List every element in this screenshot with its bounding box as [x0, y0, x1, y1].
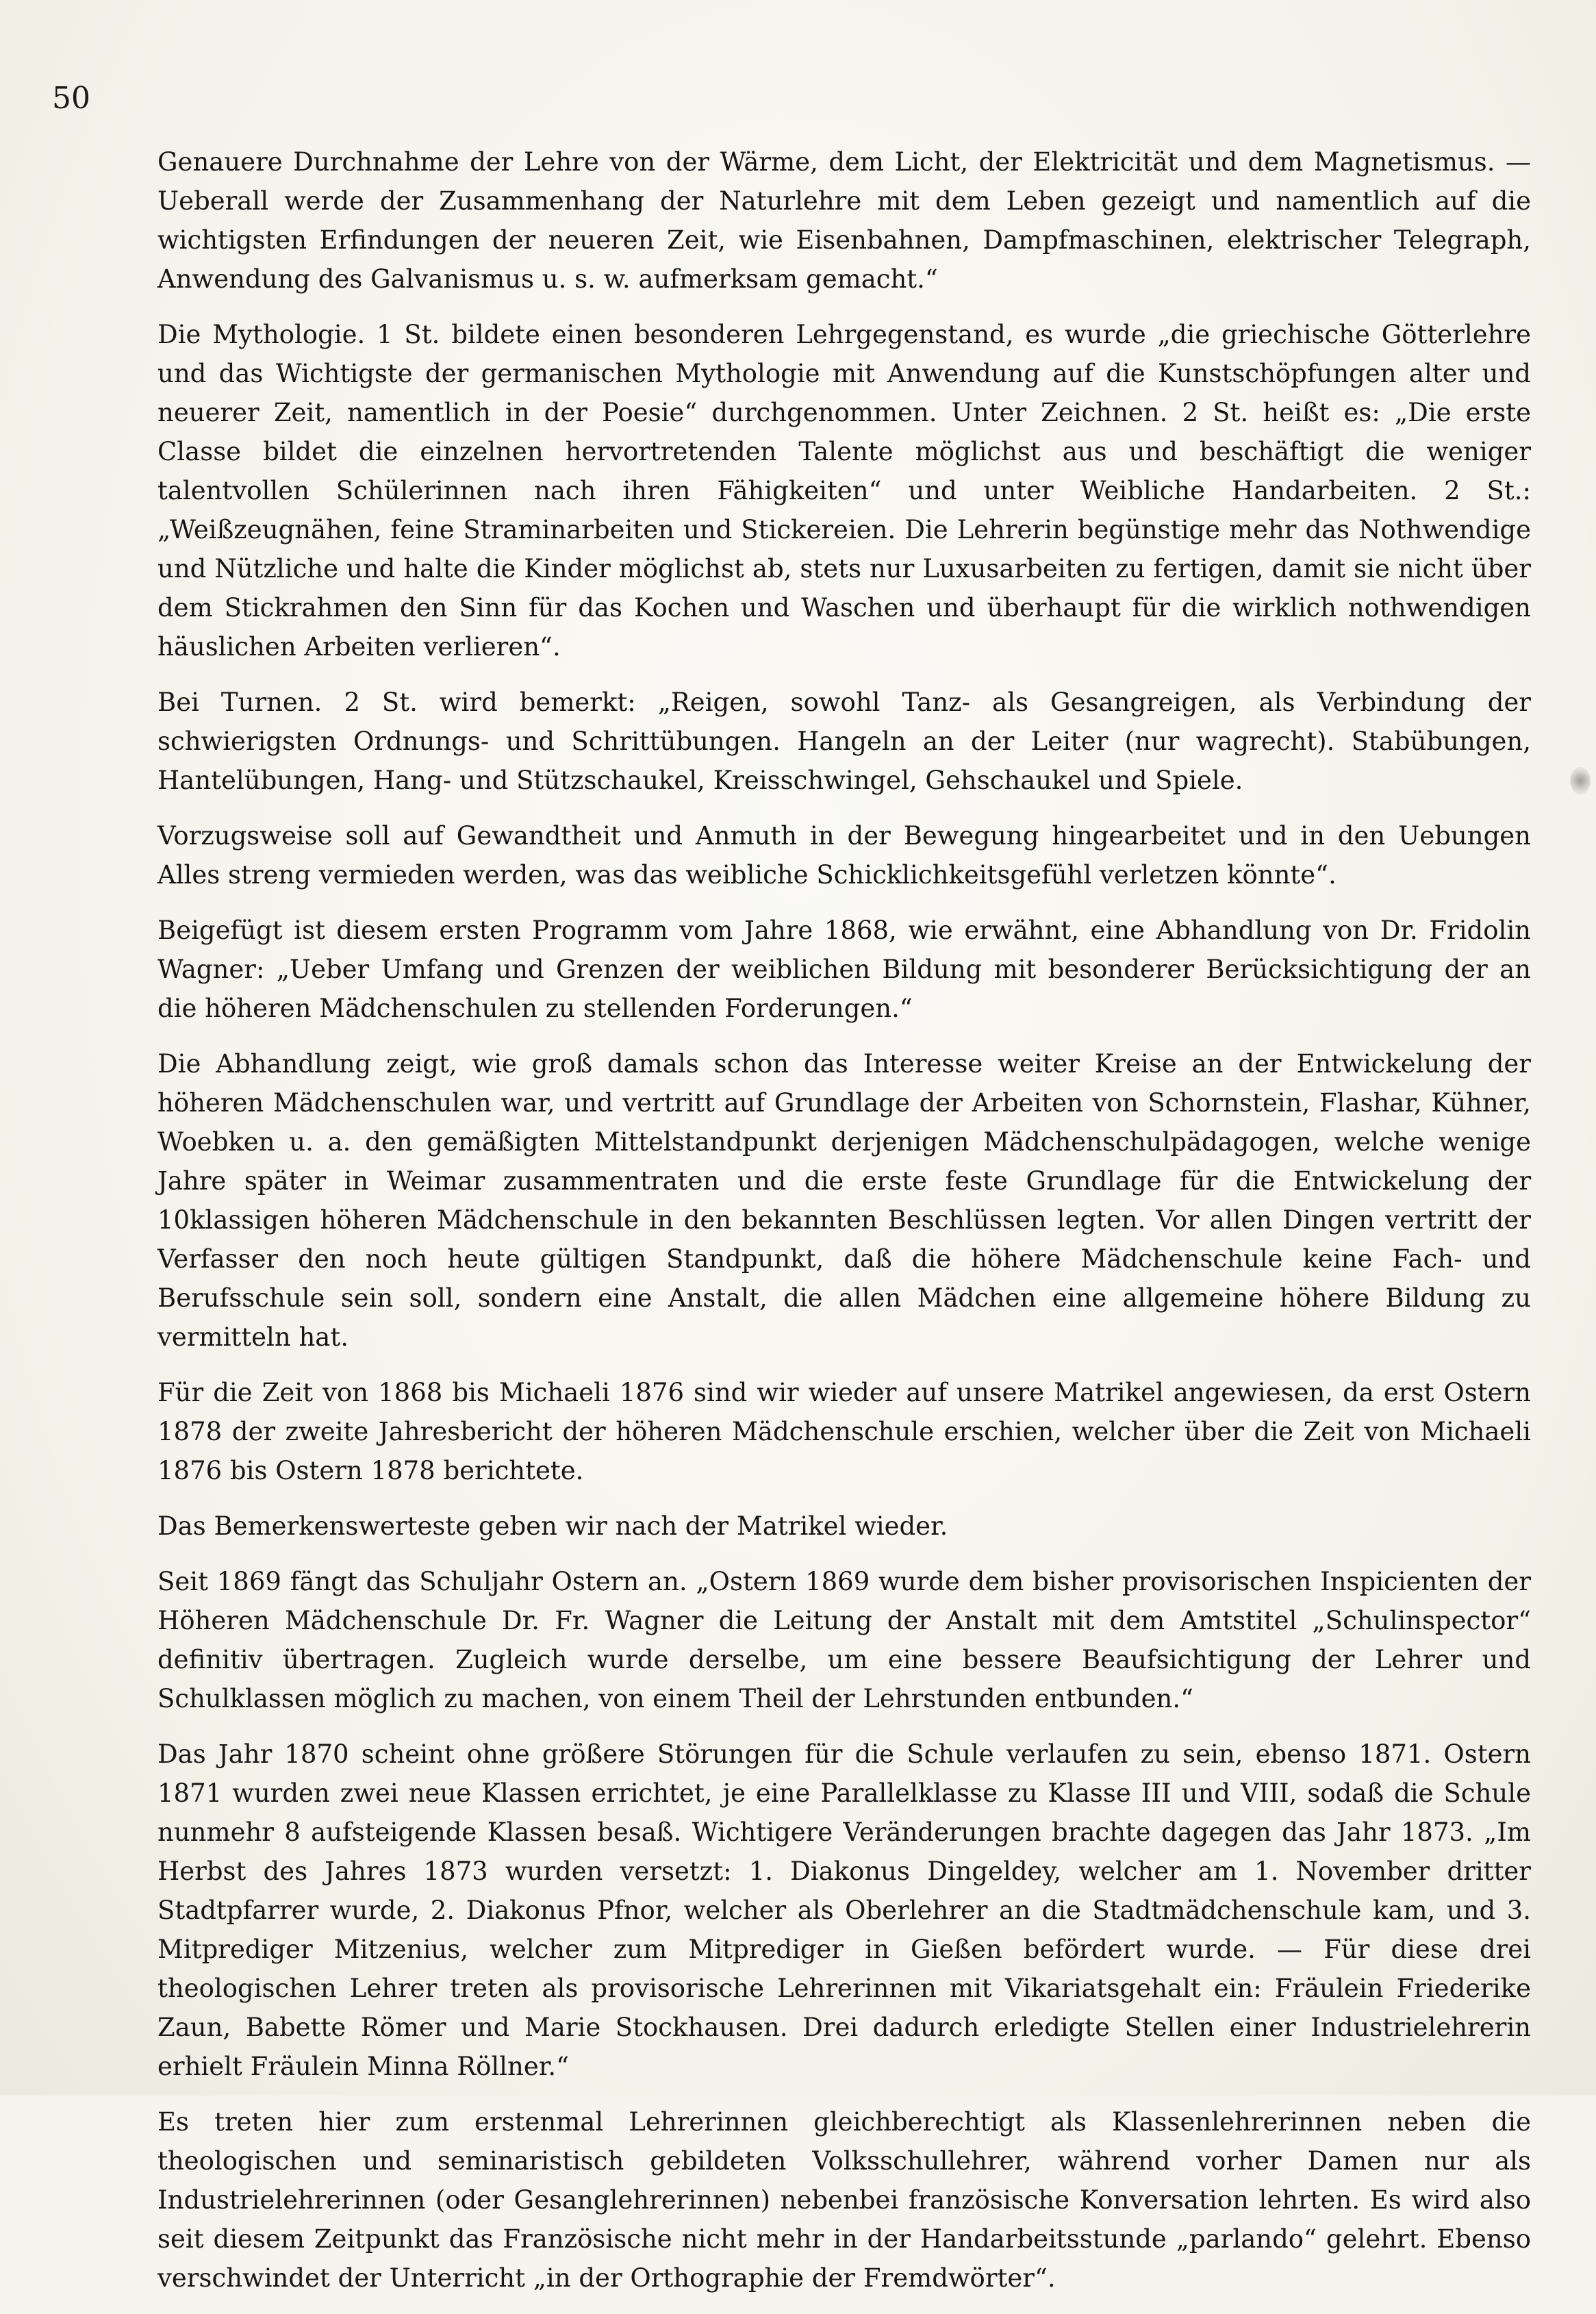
paragraph: Seit 1869 fängt das Schuljahr Ostern an. „Ostern 1869 wurde dem bisher provisorischen Inspicienten der Höheren Mädchenschule Dr. Fr. Wagner die Leitung der Anstalt mit dem Amtstitel „Schulinspector“ definitiv übertragen. Zugleich wurde derselbe, um eine bessere Beaufsichtigung der Lehrer und Schulklassen möglich zu machen, von einem Theil der Lehrstunden entbunden.“ [157, 1567, 1531, 1713]
paragraph: Die Mythologie. 1 St. bildete einen besonderen Lehrgegenstand, es wurde „die griechische Götterlehre und das Wichtigste der germanischen Mythologie mit Anwendung auf die Kunstschöpfungen alter und neuerer Zeit, namentlich in der Poesie“ durchgenommen. Unter Zeichnen. 2 St. heißt es: „Die erste Classe bildet die einzelnen hervortretenden Talente möglichst aus und beschäftigt die weniger talentvollen Schülerinnen nach ihren Fähigkeiten“ und unter Weibliche Handarbeiten. 2 St.: „Weißzeugnähen, feine Straminarbeiten und Stickereien. Die Lehrerin begünstige mehr das Nothwendige und Nützliche und halte die Kinder möglichst ab, stets nur Luxusarbeiten zu fertigen, damit sie nicht über dem Stickrahmen den Sinn für das Kochen und Waschen und überhaupt für die wirklich nothwendigen häuslichen Arbeiten verlieren“. [157, 320, 1531, 662]
paragraph: Das Jahr 1870 scheint ohne größere Störungen für die Schule verlaufen zu sein, ebenso 1871. Ostern 1871 wurden zwei neue Klassen errichtet, je eine Parallelklasse zu Klasse III und VIII, sodaß die Schule nunmehr 8 aufsteigende Klassen besaß. Wichtigere Veränderungen brachte dagegen das Jahr 1873. „Im Herbst des Jahres 1873 wurden versetzt: 1. Diakonus Dingeldey, welcher am 1. November dritter Stadtpfarrer wurde, 2. Diakonus Pfnor, welcher als Oberlehrer an die Stadtmädchenschule kam, und 3. Mitprediger Mitzenius, welcher zum Mitprediger in Gießen befördert wurde. — Für diese drei theologischen Lehrer treten als provisorische Lehrerinnen mit Vikariatsgehalt ein: Fräulein Friederike Zaun, Babette Römer und Marie Stockhausen. Drei dadurch erledigte Stellen einer Industrielehrerin erhielt Fräulein Minna Röllner.“ [157, 1739, 1531, 2081]
paragraph: Für die Zeit von 1868 bis Michaeli 1876 sind wir wieder auf unsere Matrikel angewiesen, da erst Ostern 1878 der zweite Jahresbericht der höheren Mädchenschule erschien, welcher über die Zeit von Michaeli 1876 bis Ostern 1878 berichtete. [157, 1378, 1531, 1485]
paragraph: Genauere Durchnahme der Lehre von der Wärme, dem Licht, der Elektricität und dem Magnetismus. — Ueberall werde der Zusammenhang der Naturlehre mit dem Leben gezeigt und namentlich auf die wichtigsten Erfindungen der neueren Zeit, wie Eisenbahnen, Dampfmaschinen, elektrischer Telegraph, Anwendung des Galvanismus u. s. w. aufmerksam gemacht.“ [157, 147, 1531, 294]
paragraph: Beigefügt ist diesem ersten Programm vom Jahre 1868, wie erwähnt, eine Abhandlung von Dr. Fridolin Wagner: „Ueber Umfang und Grenzen der weiblichen Bildung mit besonderer Berücksichtigung der an die höheren Mädchenschulen zu stellenden Forderungen.“ [157, 916, 1531, 1023]
paragraph: Bei Turnen. 2 St. wird bemerkt: „Reigen, sowohl Tanz- als Gesangreigen, als Verbindung der schwierigsten Ordnungs- und Schrittübungen. Hangeln an der Leiter (nur wagrecht). Stabübungen, Hantelübungen, Hang- und Stützschaukel, Kreisschwingel, Gehschaukel und Spiele. [157, 688, 1531, 795]
paragraph: Das Bemerkenswerteste geben wir nach der Matrikel wieder. [157, 1511, 948, 1541]
paragraph: Die Abhandlung zeigt, wie groß damals schon das Interesse weiter Kreise an der Entwickelung der höheren Mädchenschulen war, und vertritt auf Grundlage der Arbeiten von Schornstein, Flashar, Kühner, Woebken u. a. den gemäßigten Mittelstandpunkt derjenigen Mädchenschulpädagogen, welche wenige Jahre später in Weimar zusammentraten und die erste feste Grundlage für die Entwickelung der 10klassigen höheren Mädchenschule in den bekannten Beschlüssen legten. Vor allen Dingen vertritt der Verfasser den noch heute gültigen Standpunkt, daß die höhere Mädchenschule keine Fach- und Berufsschule sein soll, sondern eine Anstalt, die allen Mädchen eine allgemeine höhere Bildung zu vermitteln hat. [157, 1049, 1531, 1352]
paragraph: Es treten hier zum erstenmal Lehrerinnen gleichberechtigt als Klassenlehrerinnen neben die theologischen und seminaristisch gebildeten Volksschullehrer, während vorher Damen nur als Industrielehrerinnen (oder Gesanglehrerinnen) nebenbei französische Konversation lehrten. Es wird also seit diesem Zeitpunkt das Französische nicht mehr in der Handarbeitsstunde „parlando“ gelehrt. Ebenso verschwindet der Unterricht „in der Orthographie der Fremdwörter“. [157, 2107, 1531, 2293]
body-text [157, 142, 1531, 2314]
paragraph: Vorzugsweise soll auf Gewandtheit und Anmuth in der Bewegung hingearbeitet und in den Uebungen Alles streng vermieden werden, was das weibliche Schicklichkeitsgefühl verletzen könnte“. [157, 821, 1531, 890]
page-edge-mark [1570, 767, 1591, 794]
page-number: 50 [52, 81, 90, 116]
